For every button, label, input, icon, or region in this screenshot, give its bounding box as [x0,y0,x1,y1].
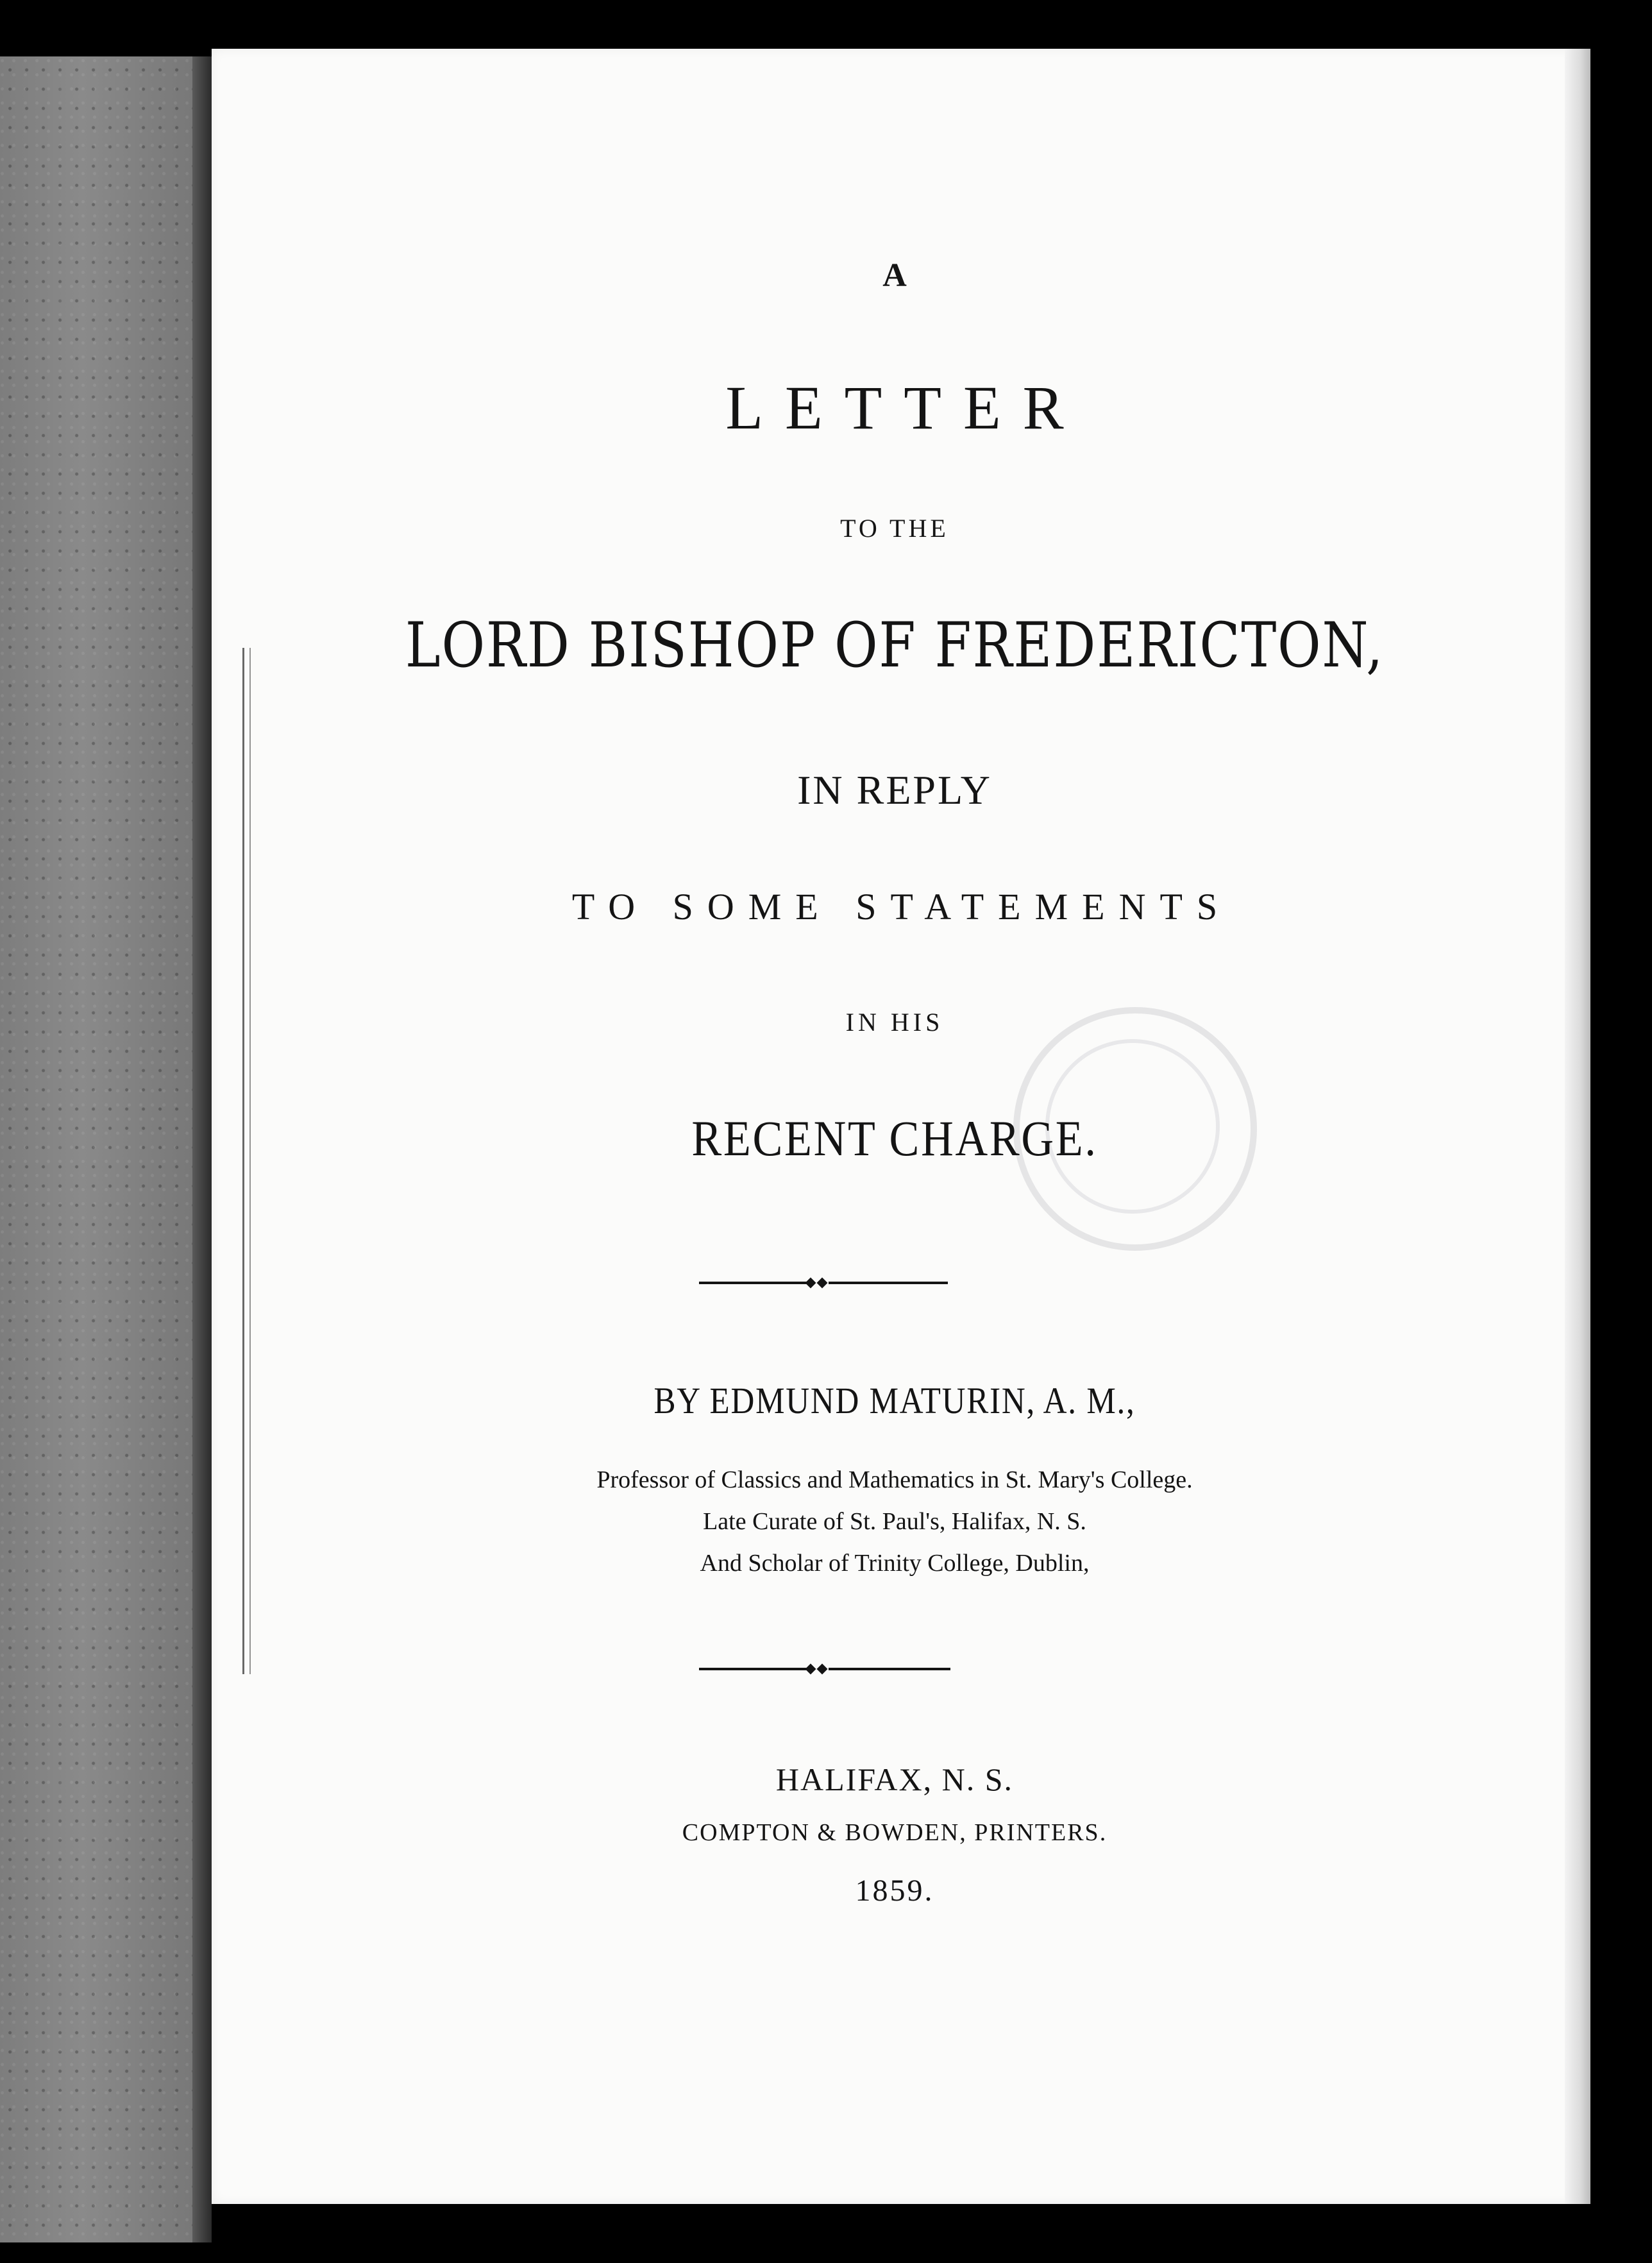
author-credential: And Scholar of Trinity College, Dublin, [700,1550,1090,1577]
ornamental-rule-1-left [699,1282,808,1284]
imprint-year: 1859. [855,1874,934,1908]
ornamental-rule-2-left [699,1668,808,1670]
imprint-printer: COMPTON & BOWDEN, PRINTERS. [682,1819,1108,1846]
title-main: LETTER [725,373,1086,442]
ornamental-rule-2-right [829,1668,950,1670]
title-to-the: TO THE [840,514,949,543]
author-line: BY EDMUND MATURIN, A. M., [653,1380,1136,1421]
book-spine [0,56,205,2242]
ornamental-rule-1-right [829,1282,948,1284]
title-in-reply: IN REPLY [797,767,992,813]
title-in-his: IN HIS [845,1008,944,1037]
author-credential: Professor of Classics and Mathematics in St. Mary's College. [596,1466,1193,1493]
title-statements: TO SOME STATEMENTS [571,886,1232,928]
spine-fold-shadow [192,56,212,2242]
imprint-place: HALIFAX, N. S. [775,1761,1014,1797]
title-addressee: LORD BISHOP OF FREDERICTON, [405,609,1385,681]
title-article: A [882,257,907,294]
author-credential: Late Curate of St. Paul's, Halifax, N. S. [703,1508,1086,1535]
title-recent-charge: RECENT CHARGE. [691,1110,1098,1166]
